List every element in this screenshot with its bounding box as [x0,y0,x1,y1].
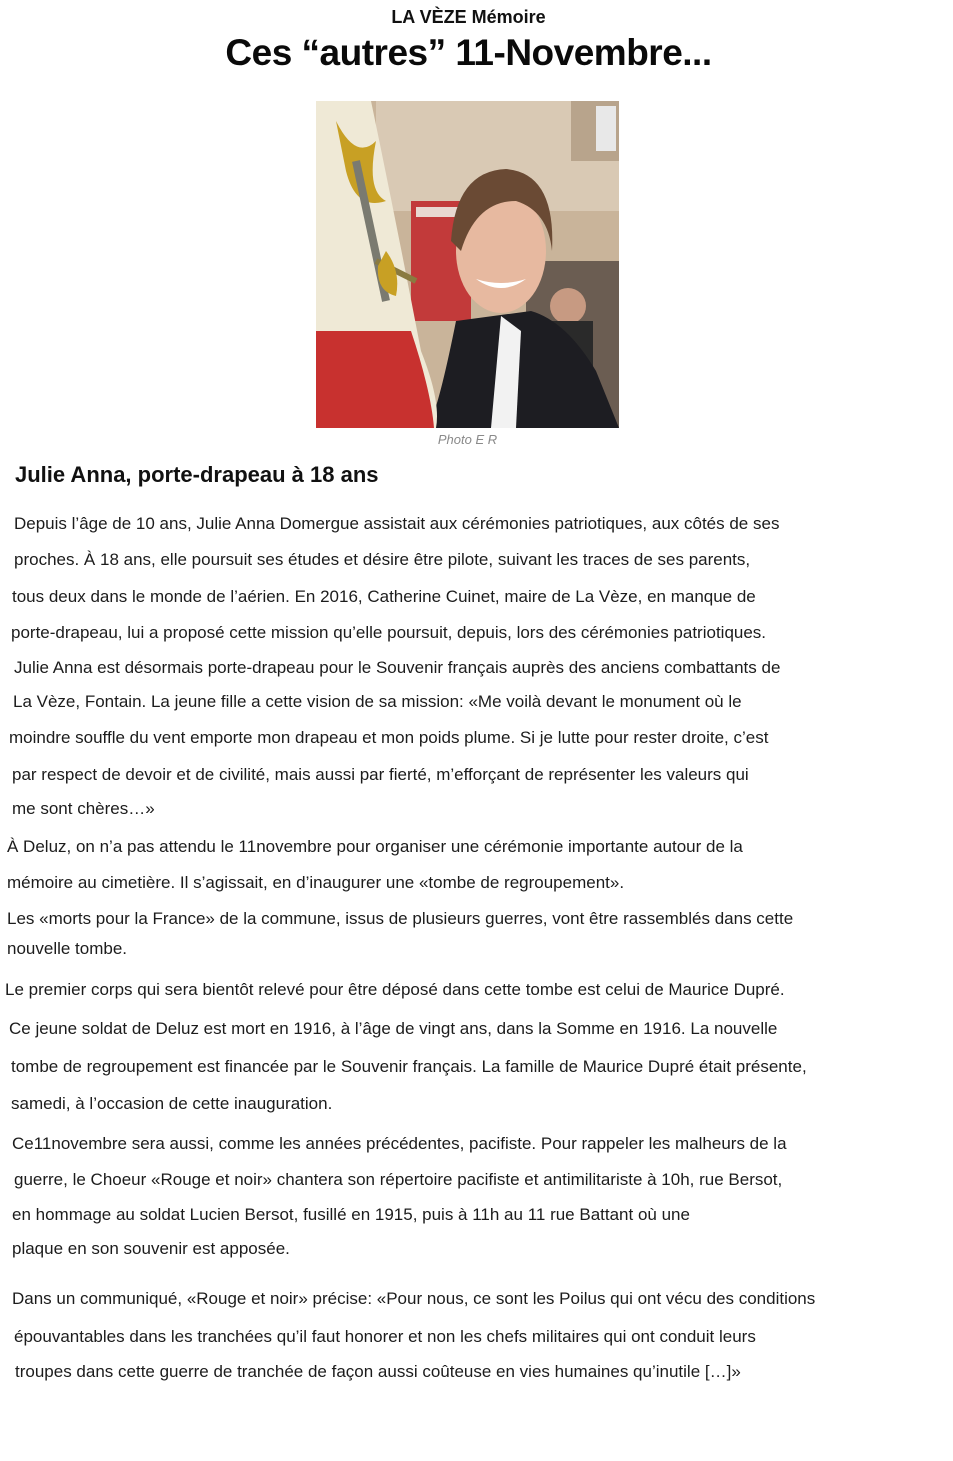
body-line: me sont chères…» [12,799,155,818]
body-line: porte-drapeau, lui a proposé cette mission qu’elle poursuit, depuis, lors des cérémonies patriotiques. [11,623,767,642]
body-line: tombe de regroupement est financée par le Souvenir français. La famille de Maurice Dupré était présente, [11,1057,807,1076]
article-photo [316,101,619,428]
body-line: La Vèze, Fontain. La jeune fille a cette vision de sa mission: «Me voilà devant le monument où le [13,692,742,711]
body-line: Julie Anna est désormais porte-drapeau pour le Souvenir français auprès des anciens combattants de [14,658,781,677]
article-subheading: Julie Anna, porte-drapeau à 18 ans [15,462,379,487]
photo-caption: Photo E R [437,432,498,447]
body-line: guerre, le Choeur «Rouge et noir» chantera son répertoire pacifiste et antimilitariste à 10h, rue Bersot, [14,1170,783,1189]
body-line: par respect de devoir et de civilité, mais aussi par fierté, m’efforçant de représenter les valeurs qui [12,765,749,784]
body-line: proches. À 18 ans, elle poursuit ses études et désire être pilote, suivant les traces de ses parents, [14,550,751,569]
body-line: épouvantables dans les tranchées qu’il faut honorer et non les chefs militaires qui ont conduit leurs [14,1327,756,1346]
body-line: Dans un communiqué, «Rouge et noir» précise: «Pour nous, ce sont les Poilus qui ont vécu des conditions [12,1289,816,1308]
body-line: À Deluz, on n’a pas attendu le 11novembre pour organiser une cérémonie importante autour de la [7,837,743,856]
article-kicker: LA VÈZE Mémoire [391,7,546,27]
body-line: Ce jeune soldat de Deluz est mort en 1916, à l’âge de vingt ans, dans la Somme en 1916. La nouvelle [9,1019,778,1038]
body-line: en hommage au soldat Lucien Bersot, fusillé en 1915, puis à 11h au 11 rue Battant où une [12,1205,690,1224]
body-line: Depuis l’âge de 10 ans, Julie Anna Domergue assistait aux cérémonies patriotiques, aux côtés de ses [14,514,780,533]
body-line: samedi, à l’occasion de cette inauguration. [11,1094,333,1113]
article-title: Ces “autres” 11-Novembre... [225,32,712,73]
body-line: mémoire au cimetière. Il s’agissait, en d’inaugurer une «tombe de regroupement». [7,873,625,892]
body-line: troupes dans cette guerre de tranchée de façon aussi coûteuse en vies humaines qu’inutile […]» [15,1362,741,1381]
body-line: nouvelle tombe. [7,939,128,958]
body-line: plaque en son souvenir est apposée. [12,1239,290,1258]
body-line: Les «morts pour la France» de la commune, issus de plusieurs guerres, vont être rassemblés dans cette [7,909,794,928]
body-line: Ce11novembre sera aussi, comme les années précédentes, pacifiste. Pour rappeler les malheurs de la [12,1134,787,1153]
body-line: moindre souffle du vent emporte mon drapeau et mon poids plume. Si je lutte pour rester droite, c’est [9,728,769,747]
body-line: Le premier corps qui sera bientôt relevé pour être déposé dans cette tombe est celui de Maurice Dupré. [5,980,785,999]
body-line: tous deux dans le monde de l’aérien. En 2016, Catherine Cuinet, maire de La Vèze, en manque de [12,587,756,606]
portrait-photo-icon [316,101,619,428]
